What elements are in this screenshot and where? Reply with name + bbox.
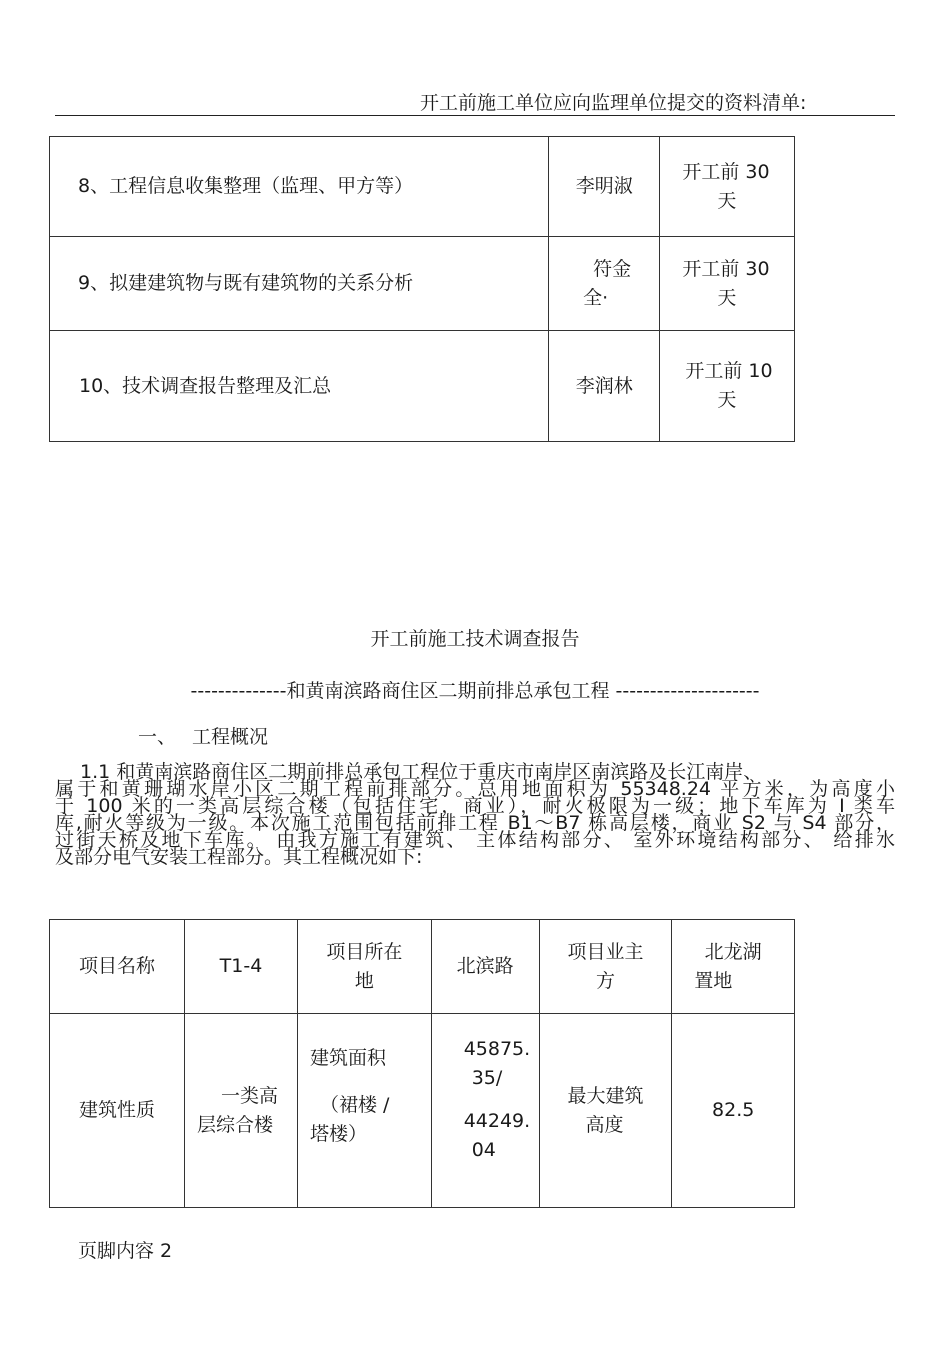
responsible-person: 李明淑: [549, 137, 660, 237]
paragraph-line: 于 100 米的一类高层综合楼（包括住宅，商业），耐火极限为一级；地下车库为 I 类车: [55, 795, 895, 817]
cell-line: 35/: [471, 1067, 503, 1089]
table-cell: [297, 920, 431, 1014]
section-title: 工程概况: [192, 726, 269, 748]
section-number: 一、: [138, 726, 177, 748]
cell-line: 方: [595, 969, 615, 992]
table-row: [50, 137, 795, 237]
task-item: 9、拟建建筑物与既有建筑物的关系分析: [50, 237, 549, 331]
cell-line: 层综合楼: [196, 1113, 273, 1136]
table-row: [50, 920, 795, 1014]
cell-line: 置地: [694, 969, 733, 992]
table-cell: [539, 920, 672, 1014]
cell-line: （裙楼 /: [319, 1094, 390, 1116]
submission-table: [49, 136, 795, 442]
table-cell: [539, 1014, 672, 1208]
table-row: [50, 237, 795, 331]
deadline-line: 天: [717, 189, 737, 212]
cell-line: 45875.: [463, 1038, 531, 1060]
cell-line: 项目所在: [326, 940, 403, 963]
deadline: [660, 237, 795, 331]
cell-line: 一类高: [220, 1084, 278, 1107]
table-row: [50, 1014, 795, 1208]
paragraph-line: 过街天桥及地下车库。 由我方施工有建筑、 主体结构部分、 室外环境结构部分、 给排水: [55, 829, 895, 851]
deadline-line: 开工前 10: [685, 360, 773, 382]
project-info-table: [49, 919, 795, 1208]
table-cell: 82.5: [672, 1014, 795, 1208]
header-divider: [55, 115, 895, 116]
deadline-line: 开工前 30: [682, 160, 770, 183]
person-line: 全·: [583, 286, 609, 309]
deadline: [660, 331, 795, 442]
report-subtitle: --------------和黄南滨路商住区二期前排总承包工程 ---------------------: [190, 680, 760, 702]
table-cell: 北滨路: [431, 920, 539, 1014]
cell-line: 地: [354, 969, 374, 992]
cell-line: 高度: [585, 1113, 624, 1136]
table-cell: [431, 1014, 539, 1208]
cell-line: 04: [471, 1139, 496, 1161]
cell-line: 最大建筑: [567, 1084, 644, 1107]
person-line: 符金: [593, 257, 632, 280]
cell-line: 44249.: [463, 1110, 531, 1132]
task-item: 8、工程信息收集整理（监理、甲方等）: [50, 137, 549, 237]
page-footer: 页脚内容 2: [78, 1240, 173, 1262]
section-heading: [138, 722, 268, 749]
cell-line: [298, 1073, 431, 1091]
deadline: [660, 137, 795, 237]
table-cell: 建筑性质: [50, 1014, 185, 1208]
cell-line: 塔楼）: [309, 1123, 367, 1145]
paragraph-line: 属于和黄珊瑚水岸小区二期工程前排部分。总用地面积为 55348.24 平方米，为高度小: [55, 778, 895, 800]
responsible-person: 李润林: [549, 331, 660, 442]
table-cell: [672, 920, 795, 1014]
cell-line: 北龙湖: [704, 940, 762, 963]
page-header-title: 开工前施工单位应向监理单位提交的资料清单:: [420, 92, 807, 114]
report-title: 开工前施工技术调查报告: [370, 628, 580, 650]
deadline-line: 开工前 30: [682, 257, 770, 280]
overview-paragraph: [55, 761, 895, 868]
cell-line: 项目业主: [567, 940, 644, 963]
table-cell: [184, 1014, 297, 1208]
cell-line: [432, 1093, 539, 1107]
table-cell: T1-4: [184, 920, 297, 1014]
table-cell: 项目名称: [50, 920, 185, 1014]
deadline-line: 天: [717, 389, 737, 411]
table-cell: [297, 1014, 431, 1208]
task-item: 10、技术调查报告整理及汇总: [50, 331, 549, 442]
responsible-person: [549, 237, 660, 331]
cell-line: 建筑面积: [309, 1047, 386, 1069]
table-row: [50, 331, 795, 442]
paragraph-line: 库,耐火等级为一级。本次施工范围包括前排工程 B1～B7 栋高层楼，商业 S2 与 S4 部分，: [55, 812, 895, 834]
paragraph-line: 1.1 和黄南滨路商住区二期前排总承包工程位于重庆市南岸区南滨路及长江南岸、: [80, 761, 763, 783]
paragraph-line: 及部分电气安装工程部分。其工程概况如下:: [55, 846, 423, 868]
deadline-line: 天: [717, 286, 737, 309]
